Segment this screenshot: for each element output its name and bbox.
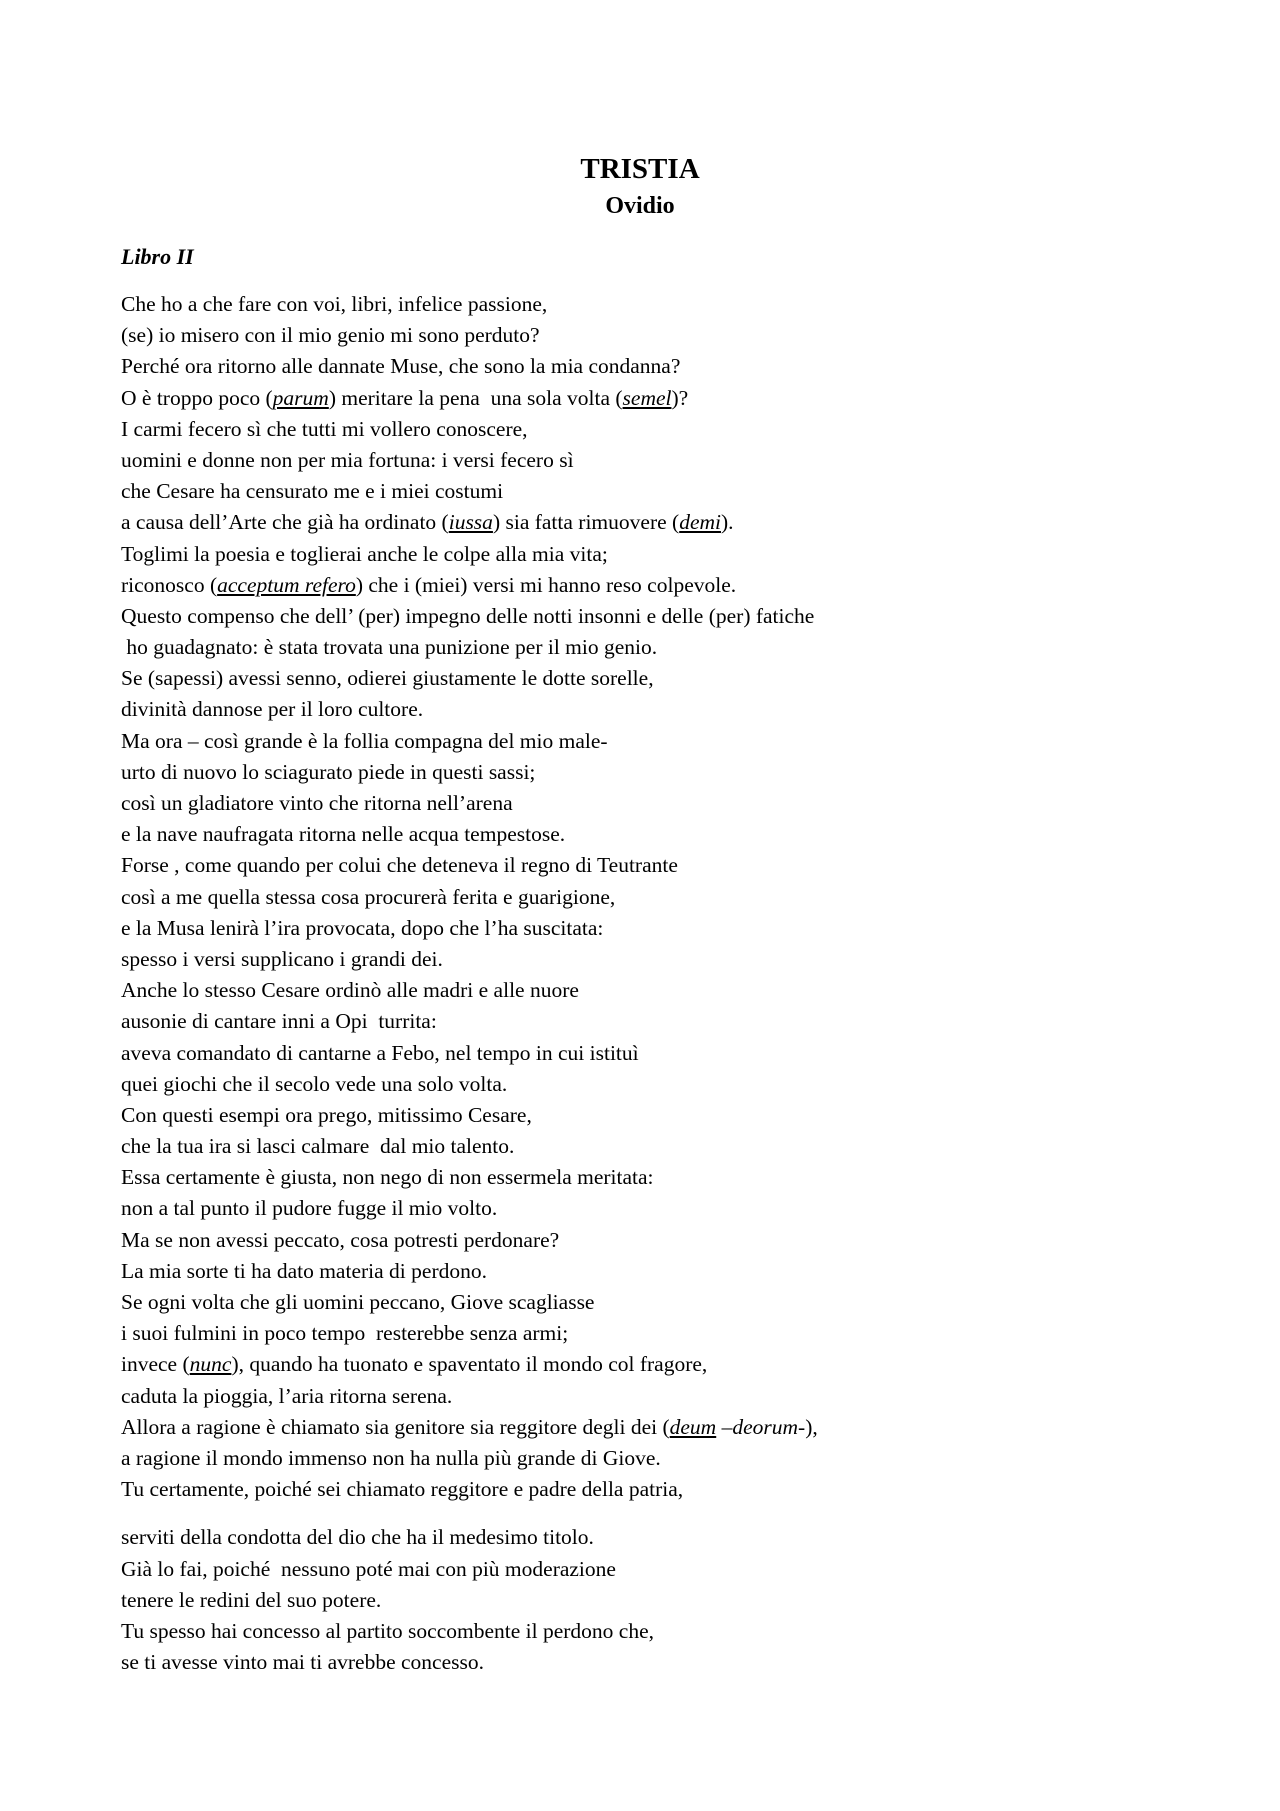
stanza-gap [121, 1505, 818, 1522]
verse-line [121, 1349, 818, 1380]
verse-line [121, 507, 818, 538]
poem-body [121, 289, 818, 1678]
verse-text: riconosco ( [121, 572, 218, 597]
verse-line [121, 1318, 818, 1349]
latin-term: acceptum refero [217, 572, 356, 597]
verse-line [121, 1647, 818, 1678]
verse-line [121, 850, 818, 881]
verse-line [121, 1193, 818, 1224]
document-author: Ovidio [605, 193, 675, 219]
verse-line [121, 601, 818, 632]
verse-line [121, 1038, 818, 1069]
verse-text: tenere le redini del suo potere. [121, 1587, 382, 1612]
verse-text: se ti avesse vinto mai ti avrebbe concesso. [121, 1650, 485, 1675]
verse-text: Se ogni volta che gli uomini peccano, Giove scagliasse [121, 1290, 595, 1314]
latin-term: parum [272, 385, 329, 410]
verse-line [121, 1225, 818, 1256]
verse-text: ). [720, 510, 734, 535]
verse-text: Toglimi la poesia e toglierai anche le colpe alla mia vita; [121, 541, 608, 566]
verse-text: ) che i (miei) versi mi hanno reso colpevole. [355, 572, 737, 597]
verse-line [121, 539, 818, 570]
verse-text: Ma se non avessi peccato, cosa potresti perdonare? [121, 1227, 560, 1252]
verse-text: che la tua ira si lasci calmare dal mio talento. [121, 1134, 515, 1159]
verse-text: a causa dell’Arte che già ha ordinato ( [121, 510, 449, 535]
verse-text: – [716, 1414, 733, 1439]
verse-text: Tu spesso hai concesso al partito soccombente il perdono che, [121, 1618, 655, 1643]
verse-line [121, 1443, 818, 1474]
verse-line [121, 1616, 818, 1647]
verse-line [121, 944, 818, 975]
verse-line [121, 1256, 818, 1287]
verse-text: O è troppo poco ( [121, 385, 273, 410]
verse-line [121, 1585, 818, 1616]
verse-text: a ragione il mondo immenso non ha nulla più grande di Giove. [121, 1445, 661, 1470]
verse-text: ), quando ha tuonato e spaventato il mondo col fragore, [231, 1352, 708, 1377]
verse-text: Allora a ragione è chiamato sia genitore sia reggitore degli dei ( [121, 1414, 670, 1439]
verse-line [121, 289, 818, 320]
verse-line [121, 882, 818, 913]
verse-line [121, 757, 818, 788]
verse-line [121, 351, 818, 382]
verse-text: Perché ora ritorno alle dannate Muse, che sono la mia condanna? [121, 354, 681, 379]
verse-line [121, 726, 818, 757]
verse-text: ) sia fatta rimuovere ( [492, 510, 680, 535]
latin-term: deum [669, 1414, 717, 1439]
verse-text: e la Musa lenirà l’ira provocata, dopo che l’ha suscitata: [121, 915, 604, 940]
verse-line [121, 1554, 818, 1585]
verse-text: La mia sorte ti ha dato materia di perdono. [121, 1258, 487, 1283]
verse-line [121, 383, 818, 414]
verse-text: caduta la pioggia, l’aria ritorna serena. [121, 1383, 453, 1408]
verse-text: Essa certamente è giusta, non nego di non essermela meritata: [121, 1165, 654, 1190]
verse-text: e la nave naufragata ritorna nelle acqua tempestose. [121, 822, 566, 847]
verse-text: -), [798, 1414, 818, 1439]
verse-line [121, 414, 818, 445]
verse-text: (se) io misero con il mio genio mi sono perduto? [121, 323, 540, 348]
verse-text: non a tal punto il pudore fugge il mio volto. [121, 1196, 498, 1221]
verse-text: Se (sapessi) avessi senno, odierei giustamente le dotte sorelle, [121, 666, 654, 691]
verse-text: spesso i versi supplicano i grandi dei. [121, 946, 443, 971]
verse-text: )? [671, 385, 689, 410]
verse-text: che Cesare ha censurato me e i miei costumi [121, 479, 504, 504]
verse-line [121, 788, 818, 819]
verse-text: così un gladiatore vinto che ritorna nell’arena [121, 791, 513, 815]
verse-line [121, 1006, 818, 1037]
latin-term: iussa [448, 510, 493, 535]
verse-line [121, 320, 818, 351]
latin-term: demi [679, 510, 721, 535]
verse-text: I carmi fecero sì che tutti mi vollero conoscere, [121, 416, 528, 441]
verse-line [121, 1412, 818, 1443]
verse-text: Ma ora – così grande è la follia compagna del mio male- [121, 728, 608, 753]
section-heading: Libro II [121, 244, 194, 269]
latin-term: semel [622, 385, 672, 410]
verse-line [121, 445, 818, 476]
verse-text: aveva comandato di cantarne a Febo, nel tempo in cui istituì [121, 1040, 639, 1065]
verse-text: così a me quella stessa cosa procurerà ferita e guarigione, [121, 884, 616, 909]
verse-text: serviti della condotta del dio che ha il medesimo titolo. [121, 1525, 594, 1550]
verse-line [121, 1381, 818, 1412]
verse-line [121, 632, 818, 663]
verse-line [121, 1069, 818, 1100]
verse-line [121, 913, 818, 944]
verse-line [121, 1131, 818, 1162]
latin-term: nunc [189, 1352, 232, 1377]
verse-text: divinità dannose per il loro cultore. [121, 697, 424, 722]
verse-line [121, 694, 818, 725]
verse-line [121, 1522, 818, 1553]
verse-text: Anche lo stesso Cesare ordinò alle madri e alle nuore [121, 978, 579, 1003]
verse-line [121, 1162, 818, 1193]
verse-text: urto di nuovo lo sciagurato piede in questi sassi; [121, 759, 536, 784]
verse-text: Forse , come quando per colui che deteneva il regno di Teutrante [121, 853, 678, 878]
verse-line [121, 1287, 818, 1318]
verse-line [121, 570, 818, 601]
verse-text: quei giochi che il secolo vede una solo volta. [121, 1071, 508, 1096]
verse-line [121, 975, 818, 1006]
verse-text: Questo compenso che dell’ (per) impegno delle notti insonni e delle (per) fatiche [121, 603, 815, 628]
verse-text: Già lo fai, poiché nessuno poté mai con più moderazione [121, 1556, 616, 1581]
verse-text: i suoi fulmini in poco tempo resterebbe senza armi; [121, 1321, 569, 1346]
verse-text: ) meritare la pena una sola volta ( [328, 385, 623, 410]
verse-text: ausonie di cantare inni a Opi turrita: [121, 1009, 437, 1034]
verse-text: uomini e donne non per mia fortuna: i versi fecero sì [121, 447, 574, 472]
verse-text: Che ho a che fare con voi, libri, infelice passione, [121, 292, 548, 316]
verse-text: Con questi esempi ora prego, mitissimo Cesare, [121, 1102, 532, 1127]
verse-text: ho guadagnato: è stata trovata una punizione per il mio genio. [121, 635, 658, 660]
verse-line [121, 819, 818, 850]
document-title: TRISTIA [580, 153, 700, 185]
verse-line [121, 1100, 818, 1131]
verse-text: invece ( [121, 1352, 190, 1377]
verse-line [121, 476, 818, 507]
latin-term: deorum [732, 1414, 799, 1439]
verse-line [121, 1474, 818, 1505]
verse-line [121, 663, 818, 694]
verse-text: Tu certamente, poiché sei chiamato reggitore e padre della patria, [121, 1477, 684, 1502]
